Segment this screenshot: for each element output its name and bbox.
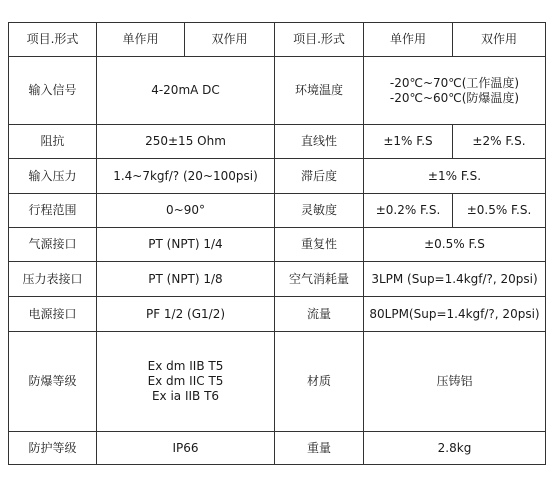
protection-value: IP66 — [97, 432, 275, 465]
gauge-connection-value: PT (NPT) 1/8 — [97, 262, 275, 297]
table-row — [9, 332, 546, 432]
ambient-temp-explosion-proof: -20℃~60℃(防爆温度) — [389, 90, 520, 105]
explosion-proof-rating-2: Ex dm IIC T5 — [147, 374, 224, 388]
hysteresis-label: 滞后度 — [275, 159, 364, 194]
repeatability-value: ±0.5% F.S — [364, 228, 546, 262]
gauge-connection-label: 压力表接口 — [9, 262, 97, 297]
sensitivity-label: 灵敏度 — [275, 194, 364, 228]
table-row — [9, 125, 546, 159]
input-pressure-value: 1.4~7kgf/? (20~100psi) — [97, 159, 275, 194]
ambient-temp-working: -20℃~70℃(工作温度) — [389, 75, 520, 90]
ambient-temp-value — [364, 57, 546, 125]
header-single-left: 单作用 — [97, 23, 185, 57]
header-item-form-left: 项目.形式 — [9, 23, 97, 57]
table-row — [9, 194, 546, 228]
input-pressure-label: 输入压力 — [9, 159, 97, 194]
table-row — [9, 228, 546, 262]
impedance-label: 阻抗 — [9, 125, 97, 159]
air-consumption-value: 3LPM (Sup=1.4kgf/?, 20psi) — [364, 262, 546, 297]
impedance-value: 250±15 Ohm — [97, 125, 275, 159]
repeatability-label: 重复性 — [275, 228, 364, 262]
weight-value: 2.8kg — [364, 432, 546, 465]
air-connection-value: PT (NPT) 1/4 — [97, 228, 275, 262]
table-row — [9, 432, 546, 465]
ambient-temp-label: 环境温度 — [275, 57, 364, 125]
table-row — [9, 57, 546, 125]
material-label: 材质 — [275, 332, 364, 432]
flow-label: 流量 — [275, 297, 364, 332]
power-connection-value: PF 1/2 (G1/2) — [97, 297, 275, 332]
power-connection-label: 电源接口 — [9, 297, 97, 332]
table-row — [9, 297, 546, 332]
air-consumption-label: 空气消耗量 — [275, 262, 364, 297]
material-value: 压铸铝 — [364, 332, 546, 432]
header-single-right: 单作用 — [364, 23, 453, 57]
table-row — [9, 262, 546, 297]
weight-label: 重量 — [275, 432, 364, 465]
linearity-single: ±1% F.S — [364, 125, 453, 159]
sensitivity-double: ±0.5% F.S. — [453, 194, 546, 228]
linearity-double: ±2% F.S. — [453, 125, 546, 159]
explosion-proof-rating-1: Ex dm IIB T5 — [147, 359, 224, 373]
input-signal-value: 4-20mA DC — [97, 57, 275, 125]
explosion-proof-rating-3: Ex ia IIB T6 — [151, 389, 220, 403]
header-item-form-right: 项目.形式 — [275, 23, 364, 57]
table-row — [9, 159, 546, 194]
flow-value: 80LPM(Sup=1.4kgf/?, 20psi) — [364, 297, 546, 332]
explosion-proof-value — [97, 332, 275, 432]
protection-label: 防护等级 — [9, 432, 97, 465]
hysteresis-value: ±1% F.S. — [364, 159, 546, 194]
air-connection-label: 气源接口 — [9, 228, 97, 262]
spec-table — [8, 22, 546, 465]
header-double-left: 双作用 — [185, 23, 275, 57]
sensitivity-single: ±0.2% F.S. — [364, 194, 453, 228]
input-signal-label: 输入信号 — [9, 57, 97, 125]
stroke-range-value: 0~90° — [97, 194, 275, 228]
stroke-range-label: 行程范围 — [9, 194, 97, 228]
explosion-proof-label: 防爆等级 — [9, 332, 97, 432]
linearity-label: 直线性 — [275, 125, 364, 159]
header-double-right: 双作用 — [453, 23, 546, 57]
table-row — [9, 23, 546, 57]
